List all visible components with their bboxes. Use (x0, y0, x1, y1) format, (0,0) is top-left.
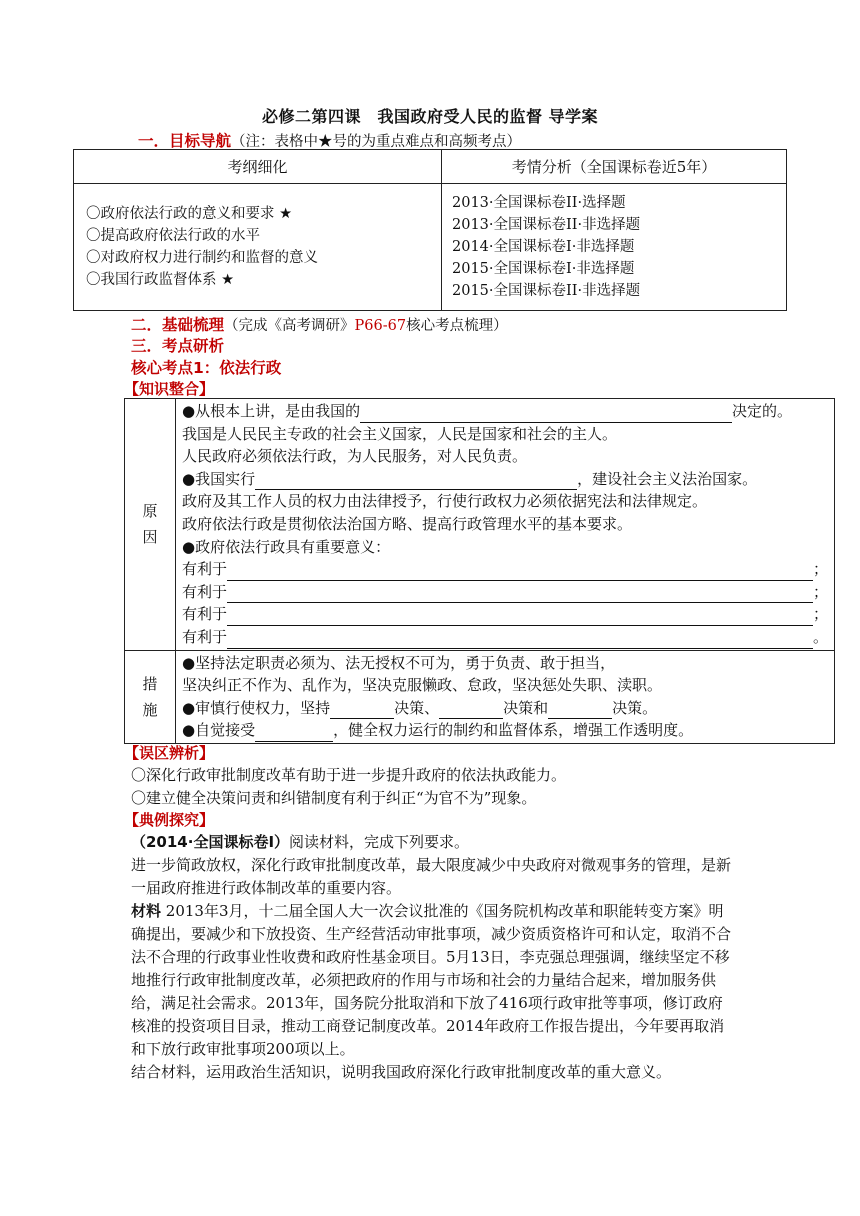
answer-blank[interactable] (330, 701, 394, 719)
section-key-points: 三．考点研析 (131, 337, 225, 355)
example-body (131, 831, 736, 1084)
star-icon: ★ (279, 206, 293, 222)
goal-table (73, 149, 787, 311)
mistake-heading: 【误区辨析】 (124, 744, 215, 762)
section-goal-navigation (138, 129, 521, 151)
section-label: 一．目标导航 (138, 132, 232, 150)
measure-label: 措 施 (125, 650, 176, 743)
answer-blank[interactable] (255, 724, 333, 742)
syllabus-item: 〇政府依法行政的意义和要求 ★ (86, 206, 293, 222)
example-question: 结合材料，运用政治生活知识，说明我国政府深化行政审批制度改革的重大意义。 (131, 1063, 672, 1081)
section-basic-review: 二．基础梳理（完成《高考调研》P66-67核心考点梳理） (131, 316, 508, 334)
answer-blank[interactable] (227, 608, 813, 626)
mistake-list (131, 764, 736, 810)
mistake-item: 〇深化行政审批制度改革有助于进一步提升政府的依法执政能力。 (131, 766, 567, 784)
section-note: （注：表格中★号的为重点难点和高频考点） (231, 134, 522, 150)
syllabus-cell (74, 184, 442, 311)
exam-item: 2013·全国课标卷II·非选择题 (452, 217, 641, 233)
example-intro: 进一步简政放权，深化行政审批制度改革，最大限度减少中央政府对微观事务的管理，是新一届政府推进行政体制改革的重要内容。 (131, 856, 732, 897)
measure-cell: ●坚持法定职责必须为、法无授权不可为，勇于负责、敢于担当， 坚决纠正不作为、乱作为，坚决克服懒政、怠政，坚决惩处失职、渎职。 ●审慎行使权力，坚持 决策、 决策和 决策。 ●自觉接受 ，健全权力运行的制约和监督体系，增强工作透明度。 (176, 650, 835, 743)
syllabus-item: 〇我国行政监督体系 ★ (86, 272, 235, 288)
example-heading: 【典例探究】 (124, 811, 215, 829)
answer-blank[interactable] (227, 563, 813, 581)
knowledge-table (124, 398, 835, 744)
syllabus-item: 〇提高政府依法行政的水平 (86, 228, 260, 244)
exam-item: 2014·全国课标卷I·非选择题 (452, 239, 635, 255)
answer-blank[interactable] (227, 631, 813, 649)
example-source-line: （2014·全国课标卷I）阅读材料，完成下列要求。 (131, 833, 470, 851)
mistake-item: 〇建立健全决策问责和纠错制度有利于纠正“为官不为”现象。 (131, 789, 537, 807)
exam-item: 2015·全国课标卷I·非选择题 (452, 261, 635, 277)
answer-blank[interactable] (255, 472, 577, 490)
syllabus-item: 〇对政府权力进行制约和监督的意义 (86, 250, 318, 266)
reason-label: 原 因 (125, 399, 176, 651)
answer-blank[interactable] (439, 701, 503, 719)
exam-item: 2015·全国课标卷II·非选择题 (452, 283, 641, 299)
exam-analysis-cell (442, 184, 787, 311)
goal-table-header-left: 考纲细化 (74, 150, 442, 184)
answer-blank[interactable] (548, 701, 612, 719)
example-material: 材料 2013年3月，十二届全国人大一次会议批准的《国务院机构改革和职能转变方案》明确提出，要减少和下放投资、生产经营活动审批事项，减少资质资格许可和认定，取消不合法不合理的行政事业性收费和政府性基金项目。5月13日，李克强总理强调，继续坚定不移地推行行政审批制度改革，必须把政府的作用与市场和社会的力量结合起来，增加服务供给，满足社会需求。2013年，国务院分批取消和下放了416项行政审批等事项，修订政府核准的投资项目目录，推动工商登记制度改革。2014年政府工作报告提出，今年要再取消和下放行政审批事项200项以上。 (131, 902, 732, 1058)
core-point-heading: 核心考点1：依法行政 (131, 359, 282, 377)
answer-blank[interactable] (227, 585, 813, 603)
star-icon: ★ (221, 272, 235, 288)
reason-cell: ●从根本上讲，是由我国的 决定的。 我国是人民民主专政的社会主义国家，人民是国家和社会的主人。 人民政府必须依法行政，为人民服务，对人民负责。 ●我国实行 ，建设社会主义法治国家。 政府及其工作人员的权力由法律授予，行使行政权力必须依据宪法和法律规定。 政府依法行政是贯彻依法治国方略、提高行政管理水平的基本要求。 ●政府依法行政具有重要意义： 有利于 ； 有利于 ； 有利于 ； 有利于 。 (176, 399, 835, 651)
answer-blank[interactable] (360, 405, 732, 423)
exam-item: 2013·全国课标卷II·选择题 (452, 195, 626, 211)
knowledge-heading: 【知识整合】 (124, 380, 215, 398)
goal-table-header-right: 考情分析（全国课标卷近5年） (442, 150, 787, 184)
example-source: （2014·全国课标卷I） (131, 833, 290, 851)
page-title: 必修二第四课 我国政府受人民的监督 导学案 (261, 107, 599, 126)
